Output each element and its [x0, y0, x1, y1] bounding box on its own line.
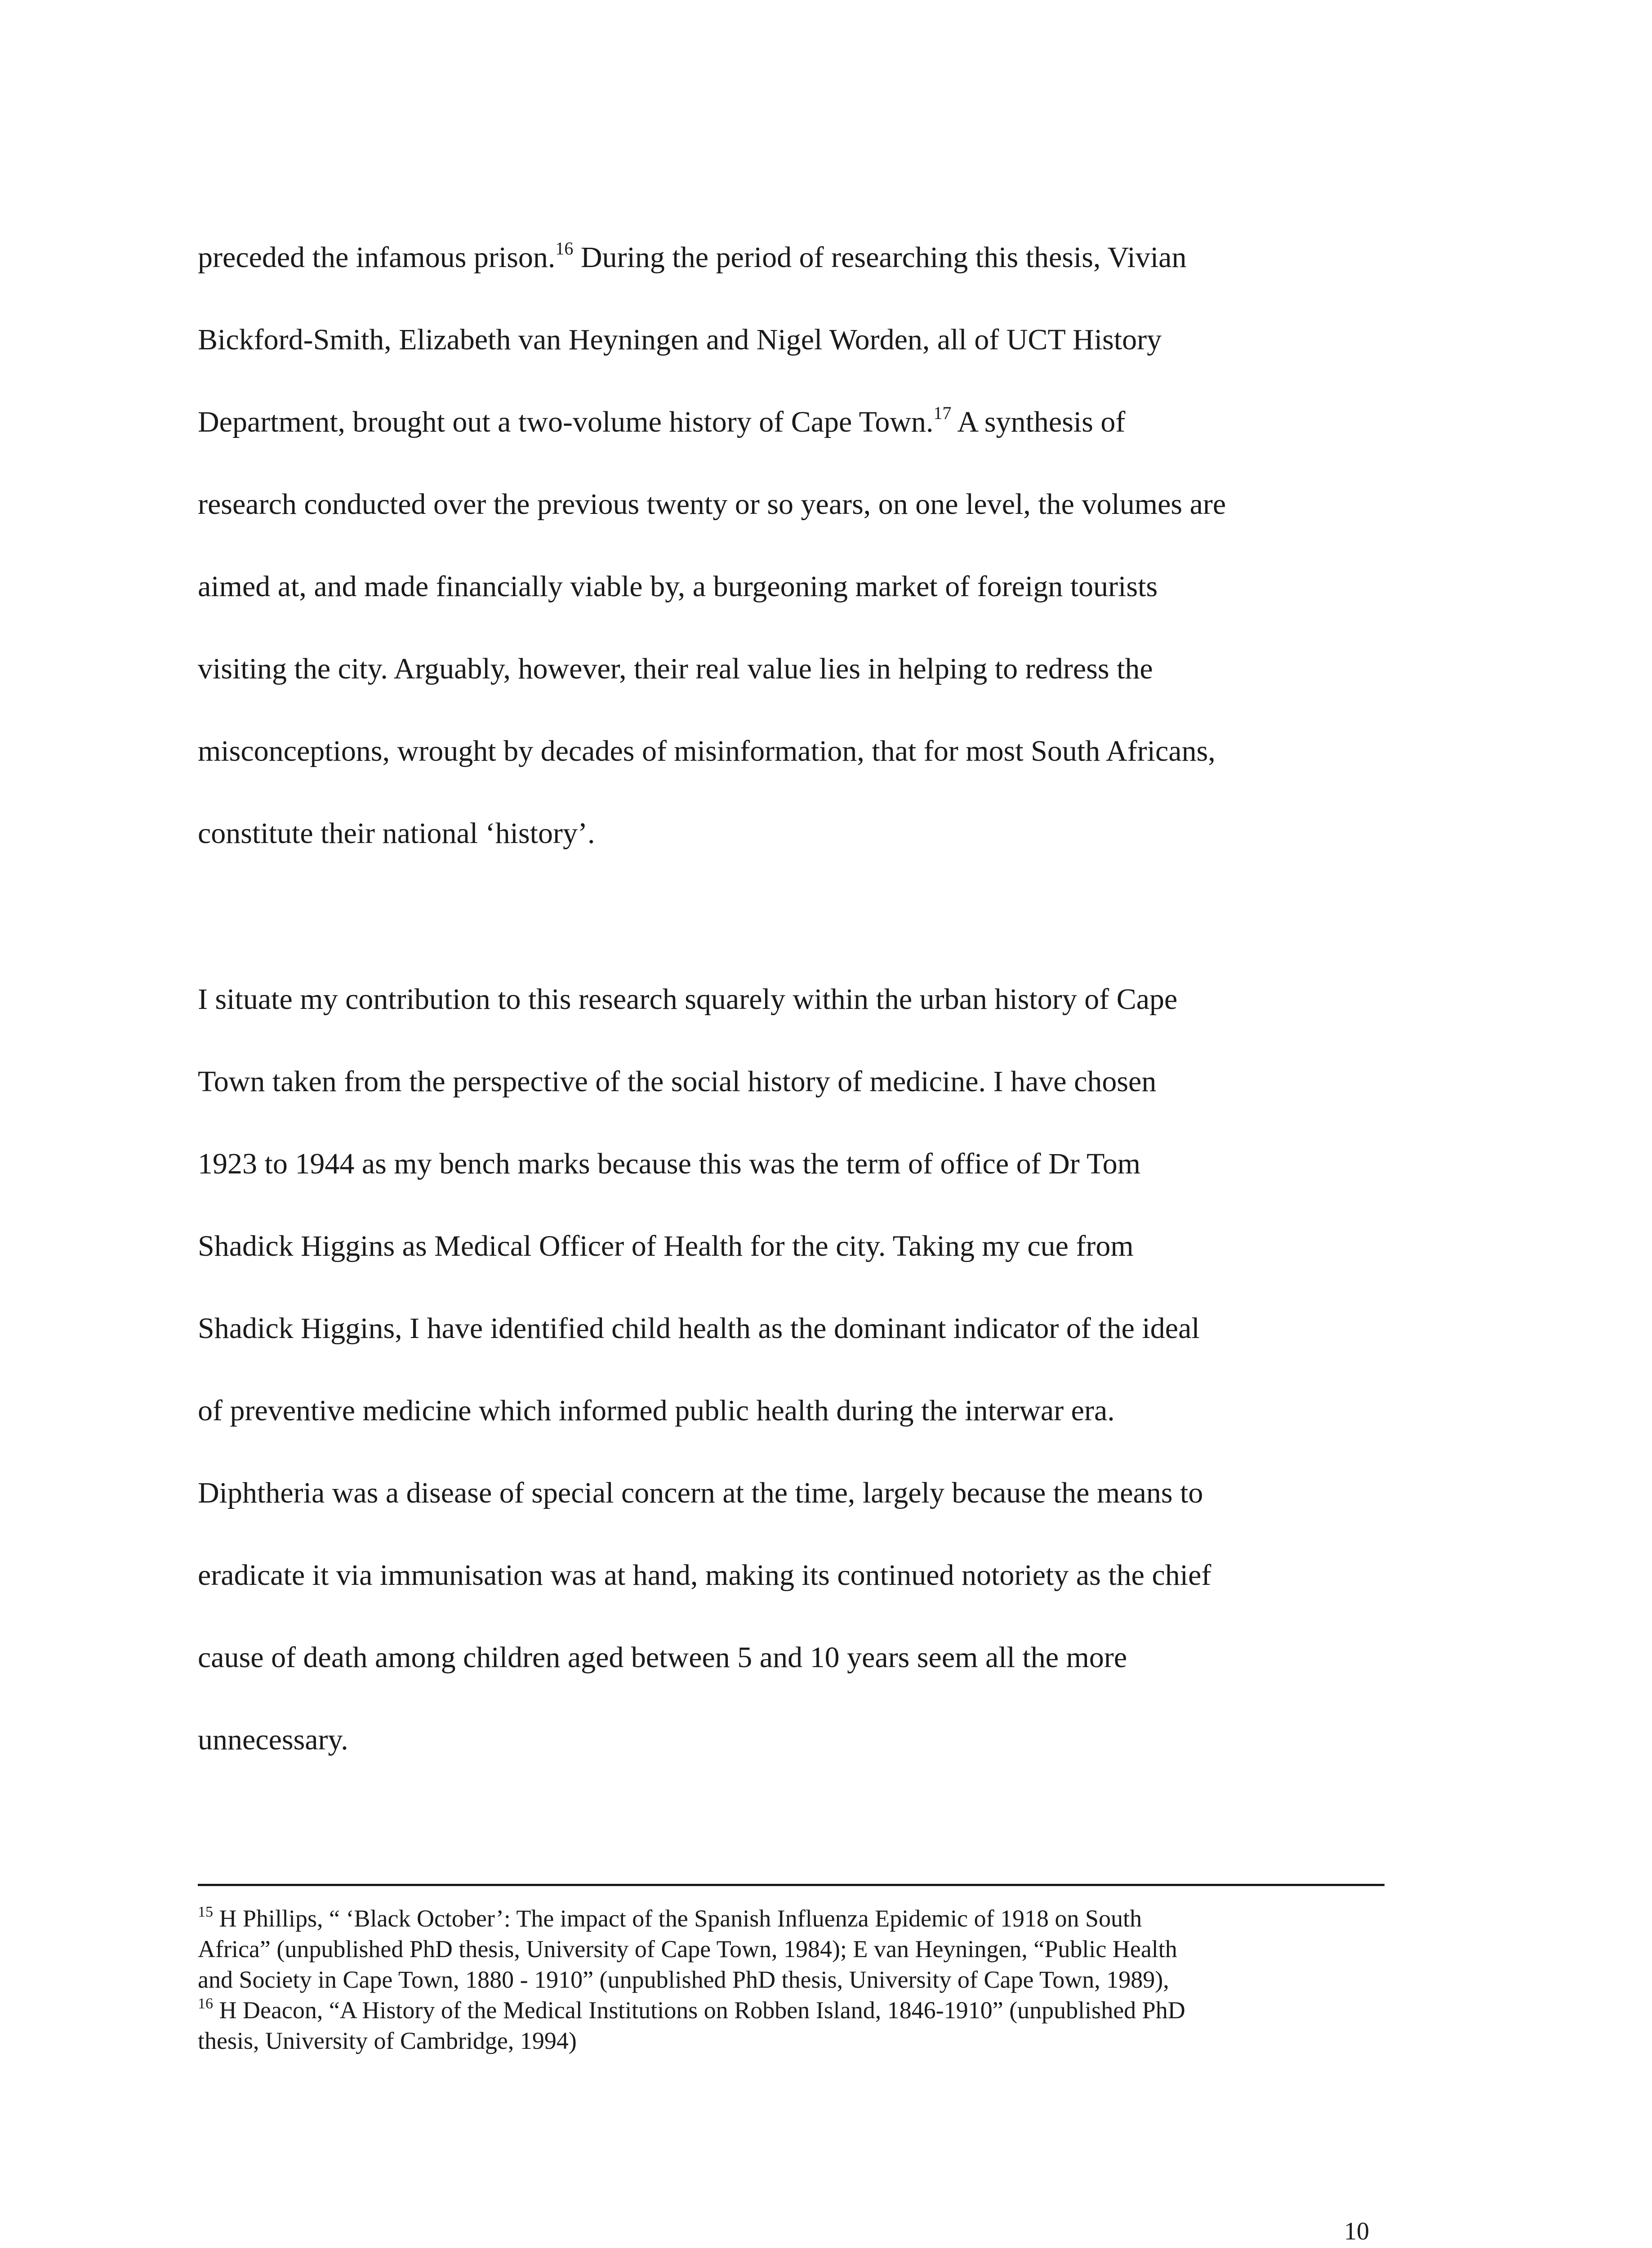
text-line: of preventive medicine which informed public health during the interwar era. [198, 1394, 1115, 1427]
footnote-divider [198, 1884, 1385, 1886]
text-line: I situate my contribution to this research squarely within the urban history of Cape [198, 983, 1178, 1016]
text-line: unnecessary. [198, 1723, 348, 1756]
footnote-number: 16 [198, 1995, 213, 2012]
text-line: visiting the city. Arguably, however, their real value lies in helping to redress the [198, 652, 1153, 685]
text-line: constitute their national ‘history’. [198, 817, 595, 850]
text-line: Town taken from the perspective of the social history of medicine. I have chosen [198, 1065, 1157, 1098]
text-line: misconceptions, wrought by decades of misinformation, that for most South Africans, [198, 735, 1216, 767]
footnote-ref[interactable]: 17 [933, 403, 952, 423]
text-line: Department, brought out a two-volume history of Cape Town.$^{17}$ A synthesis of [198, 403, 1126, 438]
text-line: Shadick Higgins, I have identified child health as the dominant indicator of the ideal [198, 1312, 1200, 1345]
page-number: 10 [1344, 2217, 1369, 2245]
footnote-line: thesis, University of Cambridge, 1994) [198, 2027, 577, 2054]
text-line: Diphtheria was a disease of special concern at the time, largely because the means to [198, 1476, 1203, 1509]
text-line: research conducted over the previous twenty or so years, on one level, the volumes are [198, 488, 1226, 521]
footnote-number: 15 [198, 1904, 213, 1920]
text-line: aimed at, and made financially viable by, a burgeoning market of foreign tourists [198, 570, 1158, 603]
text-line: 1923 to 1944 as my bench marks because this was the term of office of Dr Tom [198, 1147, 1141, 1180]
footnote-line: Africa” (unpublished PhD thesis, University of Cape Town, 1984); E van Heyningen, “Public Health [198, 1936, 1177, 1963]
footnote-line: $^{16}$ H Deacon, “A History of the Medical Institutions on Robben Island, 1846-1910” (unpublished PhD [198, 1995, 1185, 2024]
text-line: Shadick Higgins as Medical Officer of Health for the city. Taking my cue from [198, 1230, 1134, 1262]
text-line: cause of death among children aged between 5 and 10 years seem all the more [198, 1641, 1127, 1674]
footnote-ref[interactable]: 16 [555, 238, 574, 259]
text-line: preceded the infamous prison.$^{16}$ During the period of researching this thesis, Vivian [198, 238, 1187, 274]
text-line: eradicate it via immunisation was at hand, making its continued notoriety as the chief [198, 1559, 1211, 1592]
footnote-line: $^{15}$ H Phillips, “ ‘Black October’: The impact of the Spanish Influenza Epidemic of 1918 on South [198, 1904, 1142, 1932]
text-line: Bickford-Smith, Elizabeth van Heyningen and Nigel Worden, all of UCT History [198, 323, 1162, 356]
footnote-line: and Society in Cape Town, 1880 - 1910” (unpublished PhD thesis, University of Cape Town, 1989), [198, 1966, 1169, 1993]
